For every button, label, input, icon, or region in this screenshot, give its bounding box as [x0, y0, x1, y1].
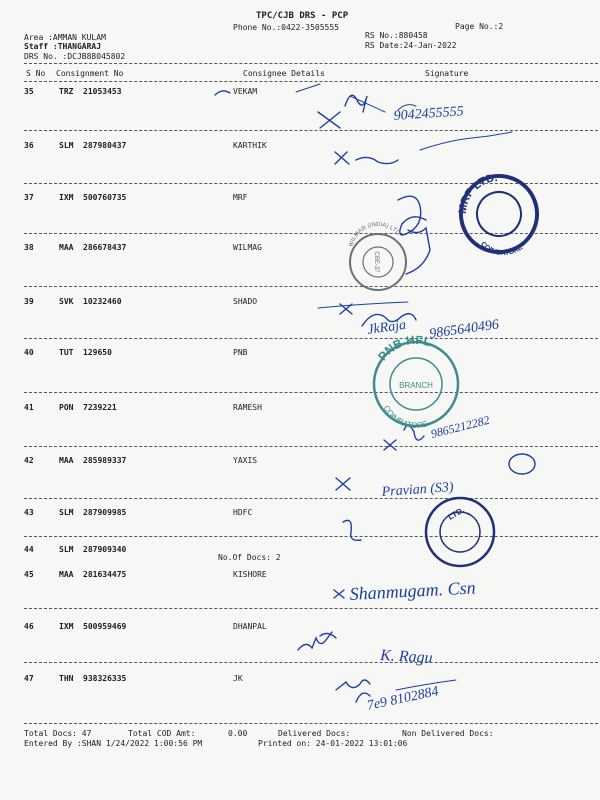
- drs-number: DRS No. :DCJB88045802: [24, 52, 126, 61]
- row-sno: 43: [24, 508, 34, 517]
- entered-by: Entered By :SHAN 1/24/2022 1:00:56 PM: [24, 739, 203, 748]
- row-origin-code: IXM: [59, 193, 74, 202]
- row-origin-code: SLM: [59, 508, 74, 517]
- row-origin-code: THN: [59, 674, 74, 683]
- pnb-stamp-text: PNB HFL: [375, 332, 433, 364]
- row-consignee: PNB: [233, 348, 248, 357]
- svg-text:COIMBATORE: [478, 230, 525, 265]
- row-consignment-no: 10232460: [83, 297, 122, 306]
- hdfc-stamp: [426, 498, 494, 566]
- row-sno: 41: [24, 403, 34, 412]
- row-consignment-no: 281634475: [83, 570, 127, 579]
- handwritten-phone-41: 9865212282: [429, 412, 491, 441]
- row-consignee: YAXIS: [233, 456, 258, 465]
- svg-text:WILMAR (INDIA) LTD: [348, 222, 401, 248]
- row-consignment-no: 286678437: [83, 243, 127, 252]
- total-cod-label: Total COD Amt:: [128, 729, 196, 738]
- phone-number: Phone No.:0422-3505555: [233, 23, 339, 32]
- row-consignee: JK: [233, 674, 243, 683]
- row-consignee: RAMESH: [233, 403, 262, 412]
- row-consignment-no: 285989337: [83, 456, 127, 465]
- row-consignee: MRF: [233, 193, 248, 202]
- column-divider: [24, 81, 598, 82]
- row-sno: 36: [24, 141, 34, 150]
- hdfc-stamp-text: LTD.: [446, 505, 466, 522]
- pnb-stamp: [374, 333, 458, 430]
- row-sno: 44: [24, 545, 34, 554]
- row-consignment-no: 938326335: [83, 674, 127, 683]
- handwritten-phone-39: 9865640496: [428, 317, 500, 342]
- report-title: TPC/CJB DRS - PCP: [256, 11, 349, 21]
- pnb-stamp-branch: BRANCH: [399, 381, 433, 390]
- row-sno: 35: [24, 87, 34, 96]
- row-origin-code: MAA: [59, 243, 74, 252]
- row-consignee: SHADO: [233, 297, 258, 306]
- row-sno: 39: [24, 297, 34, 306]
- wilmar-stamp-code: CBE-37: [373, 251, 379, 273]
- row-consignment-no: 287909985: [83, 508, 127, 517]
- row-sno: 46: [24, 622, 34, 631]
- row-consignment-no: 287909340: [83, 545, 127, 554]
- column-sno: S No: [26, 69, 46, 78]
- row-divider: [24, 183, 598, 184]
- row-origin-code: MAA: [59, 456, 74, 465]
- column-signature: Signature: [425, 69, 469, 78]
- row-divider: [24, 286, 598, 287]
- x-mark: [318, 112, 340, 128]
- handwritten-sign-42: Pravian (S3): [381, 480, 455, 500]
- svg-text:COIMBATORE: [382, 404, 429, 430]
- row-divider: [24, 233, 598, 234]
- row-origin-code: TUT: [59, 348, 74, 357]
- row-consignee: KARTHIK: [233, 141, 267, 150]
- printed-on: Printed on: 24-01-2022 13:01:06: [258, 739, 408, 748]
- row-consignee: DHANPAL: [233, 622, 267, 631]
- handwritten-name-39: JkRaja: [366, 317, 408, 338]
- non-delivered-docs: Non Delivered Docs:: [402, 729, 494, 738]
- row-consignee: HDFC: [233, 508, 253, 517]
- delivered-docs: Delivered Docs:: [278, 729, 351, 738]
- row-sno: 40: [24, 348, 34, 357]
- column-consignee: Consignee Details: [243, 69, 325, 78]
- row-sno: 47: [24, 674, 34, 683]
- row-origin-code: SLM: [59, 545, 74, 554]
- row-consignment-no: 21053453: [83, 87, 122, 96]
- handwritten-sign-45: Shanmugam. Csn: [349, 577, 477, 604]
- row-divider: [24, 608, 598, 609]
- total-docs: Total Docs: 47: [24, 729, 92, 738]
- footer-divider: [24, 723, 598, 724]
- row-consignment-no: 287980437: [83, 141, 127, 150]
- row-origin-code: PON: [59, 403, 74, 412]
- row-divider: [24, 536, 598, 537]
- mrf-stamp-text: MRF LTD.: [456, 172, 499, 215]
- row-consignment-no: 500760735: [83, 193, 127, 202]
- row-origin-code: SVK: [59, 297, 74, 306]
- row-origin-code: MAA: [59, 570, 74, 579]
- column-consignment: Consignment No: [56, 69, 124, 78]
- header-divider: [24, 63, 598, 64]
- row-sno: 38: [24, 243, 34, 252]
- total-cod-value: 0.00: [228, 729, 248, 738]
- row-consignment-no: 500959469: [83, 622, 127, 631]
- row-sno: 45: [24, 570, 34, 579]
- row-origin-code: SLM: [59, 141, 74, 150]
- area-label: Area :AMMAN KULAM: [24, 33, 106, 42]
- row-origin-code: TRZ: [59, 87, 74, 96]
- staff-label: Staff :THANGARAJ: [24, 42, 102, 51]
- wilmar-stamp-text: WILMAR (INDIA) LTD: [348, 221, 401, 248]
- row-consignee: WILMAG: [233, 243, 262, 252]
- rs-number: RS No.:880458: [365, 31, 428, 40]
- row-origin-code: IXM: [59, 622, 74, 631]
- handwritten-sign-46: K. Ragu: [379, 647, 434, 667]
- row-divider: [24, 130, 598, 131]
- row-sno: 37: [24, 193, 34, 202]
- row-consignee: VEKAM: [233, 87, 258, 96]
- handwritten-phone-35: 9042455555: [393, 104, 465, 124]
- row-consignment-no: 129650: [83, 348, 112, 357]
- handwritten-phone-47: 7e9 8102884: [365, 684, 440, 714]
- svg-text:MRF LTD.: [448, 170, 507, 217]
- row-consignee: No.Of Docs: 2: [218, 553, 281, 562]
- rs-date: RS Date:24-Jan-2022: [365, 41, 457, 50]
- row-divider: [24, 498, 598, 499]
- pnb-stamp-city: COIMBATORE: [381, 403, 429, 431]
- row-consignee: KISHORE: [233, 570, 267, 579]
- row-divider: [24, 662, 598, 663]
- row-divider: [24, 338, 598, 339]
- row-consignment-no: 7239221: [83, 403, 117, 412]
- row-divider: [24, 392, 598, 393]
- mrf-stamp: [448, 162, 549, 268]
- mrf-stamp-city: COIMBATORE: [479, 240, 525, 258]
- row-sno: 42: [24, 456, 34, 465]
- page-number: Page No.:2: [455, 22, 504, 31]
- row-divider: [24, 446, 598, 447]
